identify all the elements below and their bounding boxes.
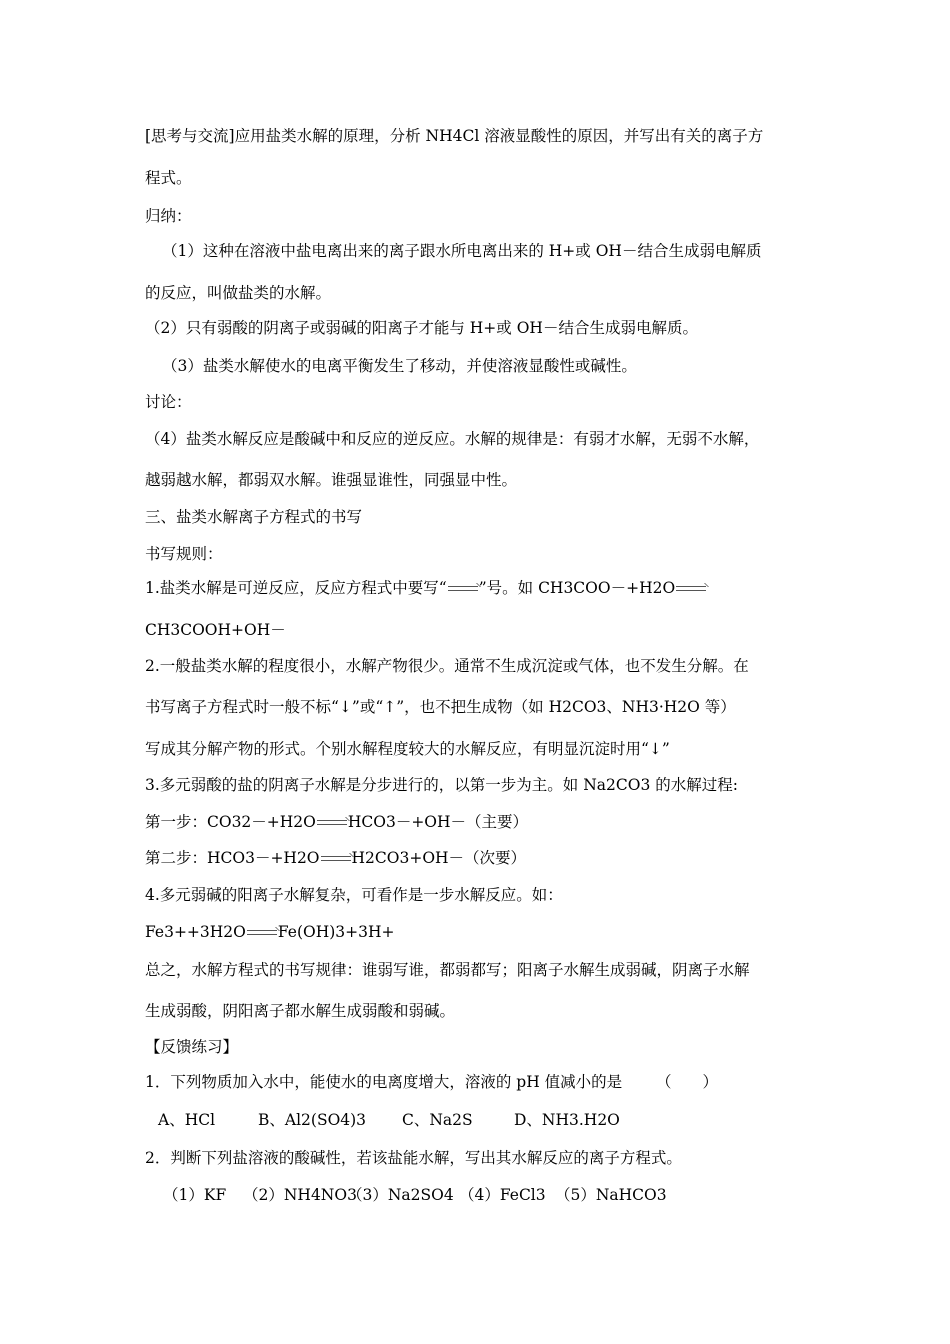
- option-d: D、NH3.H2O: [514, 1111, 620, 1129]
- equilibrium-arrow-icon: [448, 585, 478, 593]
- heading-writing-rules: 书写规则：: [145, 545, 223, 563]
- equilibrium-arrow-icon: [321, 855, 351, 863]
- discussion-item-4: （4）盐类水解反应是酸碱中和反应的逆反应。水解的规律是：有弱才水解，无弱不水解，: [145, 430, 760, 448]
- question-1-options: [158, 1110, 620, 1130]
- step-2-left: 第二步：HCO3－+H2O: [145, 849, 320, 867]
- rule-4-left: Fe3++3H2O: [145, 923, 246, 941]
- step-2-equation: [145, 848, 526, 868]
- item-na2so4: （3）Na2SO4: [347, 1186, 454, 1204]
- summary-rule-cont: 生成弱酸，阴阳离子都水解生成弱酸和弱碱。: [145, 1002, 456, 1020]
- question-1-text: 1．下列物质加入水中，能使水的电离度增大，溶液的 pH 值减小的是: [145, 1073, 623, 1091]
- rule-3: 3.多元弱酸的盐的阴离子水解是分步进行的，以第一步为主。如 Na2CO3 的水解过程:: [145, 776, 738, 794]
- rule-2-cont-2: 写成其分解产物的形式。个别水解程度较大的水解反应，有明显沉淀时用“↓”: [145, 740, 670, 758]
- item-kf: （1）KF: [163, 1186, 227, 1204]
- heading-discussion: 讨论：: [145, 393, 192, 411]
- section-heading-3: 三、盐类水解离子方程式的书写: [145, 508, 363, 526]
- summary-item-1-cont: 的反应，叫做盐类的水解。: [145, 284, 332, 302]
- question-1-answer-blank: （ ）: [656, 1073, 719, 1091]
- paragraph-think-exchange-cont: 程式。: [145, 169, 192, 187]
- item-fecl3: （4）FeCl3: [459, 1186, 546, 1204]
- paragraph-think-exchange: [思考与交流]应用盐类水解的原理，分析 NH4Cl 溶液显酸性的原因，并写出有关的离子方: [145, 127, 764, 145]
- option-b: B、Al2(SO4)3: [258, 1111, 367, 1129]
- equilibrium-arrow-icon: [247, 929, 277, 937]
- rule-4: 4.多元弱碱的阳离子水解复杂，可看作是一步水解反应。如：: [145, 886, 563, 904]
- item-nahco3: （5）NaHCO3: [555, 1186, 667, 1204]
- option-c: C、Na2S: [402, 1111, 473, 1129]
- rule-4-right: Fe(OH)3+3H+: [277, 923, 395, 941]
- rule-4-equation: [145, 922, 395, 942]
- rule-2: 2.一般盐类水解的程度很小，水解产物很少。通常不生成沉淀或气体，也不发生分解。在: [145, 657, 749, 675]
- option-a: A、HCl: [158, 1111, 216, 1129]
- item-nh4no3: （2）NH4NO3: [243, 1186, 357, 1204]
- step-1-left: 第一步：CO32－+H2O: [145, 813, 316, 831]
- rule-1-text-a: 1.盐类水解是可逆反应，反应方程式中要写“: [145, 579, 447, 597]
- step-2-right: H2CO3+OH－（次要）: [351, 849, 527, 867]
- rule-2-cont-1: 书写离子方程式时一般不标“↓”或“↑”，也不把生成物（如 H2CO3、NH3·H2O 等）: [145, 698, 736, 716]
- question-1: [145, 1072, 718, 1092]
- summary-item-2: （2）只有弱酸的阴离子或弱碱的阳离子才能与 H+或 OH－结合生成弱电解质。: [145, 319, 698, 337]
- discussion-item-4-cont: 越弱越水解，都弱双水解。谁强显谁性，同强显中性。: [145, 471, 518, 489]
- heading-summary: 归纳：: [145, 207, 192, 225]
- rule-1-text-b: ”号。如 CH3COO－+H2O: [478, 579, 676, 597]
- step-1-equation: [145, 812, 528, 832]
- heading-feedback-exercise: 【反馈练习】: [145, 1038, 239, 1056]
- equilibrium-arrow-icon: [317, 819, 347, 827]
- summary-item-1: （1）这种在溶液中盐电离出来的离子跟水所电离出来的 H+或 OH－结合生成弱电解质: [162, 242, 762, 260]
- summary-item-3: （3）盐类水解使水的电离平衡发生了移动，并使溶液显酸性或碱性。: [162, 357, 637, 375]
- step-1-right: HCO3－+OH－（主要）: [347, 813, 529, 831]
- rule-1: [145, 578, 707, 598]
- equilibrium-arrow-icon: [676, 585, 706, 593]
- rule-1-equation-cont: CH3COOH+OH－: [145, 621, 286, 639]
- question-2-items: [163, 1185, 667, 1205]
- summary-rule: 总之，水解方程式的书写规律：谁弱写谁，都弱都写；阳离子水解生成弱碱，阴离子水解: [145, 961, 750, 979]
- question-2: 2．判断下列盐溶液的酸碱性，若该盐能水解，写出其水解反应的离子方程式。: [145, 1149, 682, 1167]
